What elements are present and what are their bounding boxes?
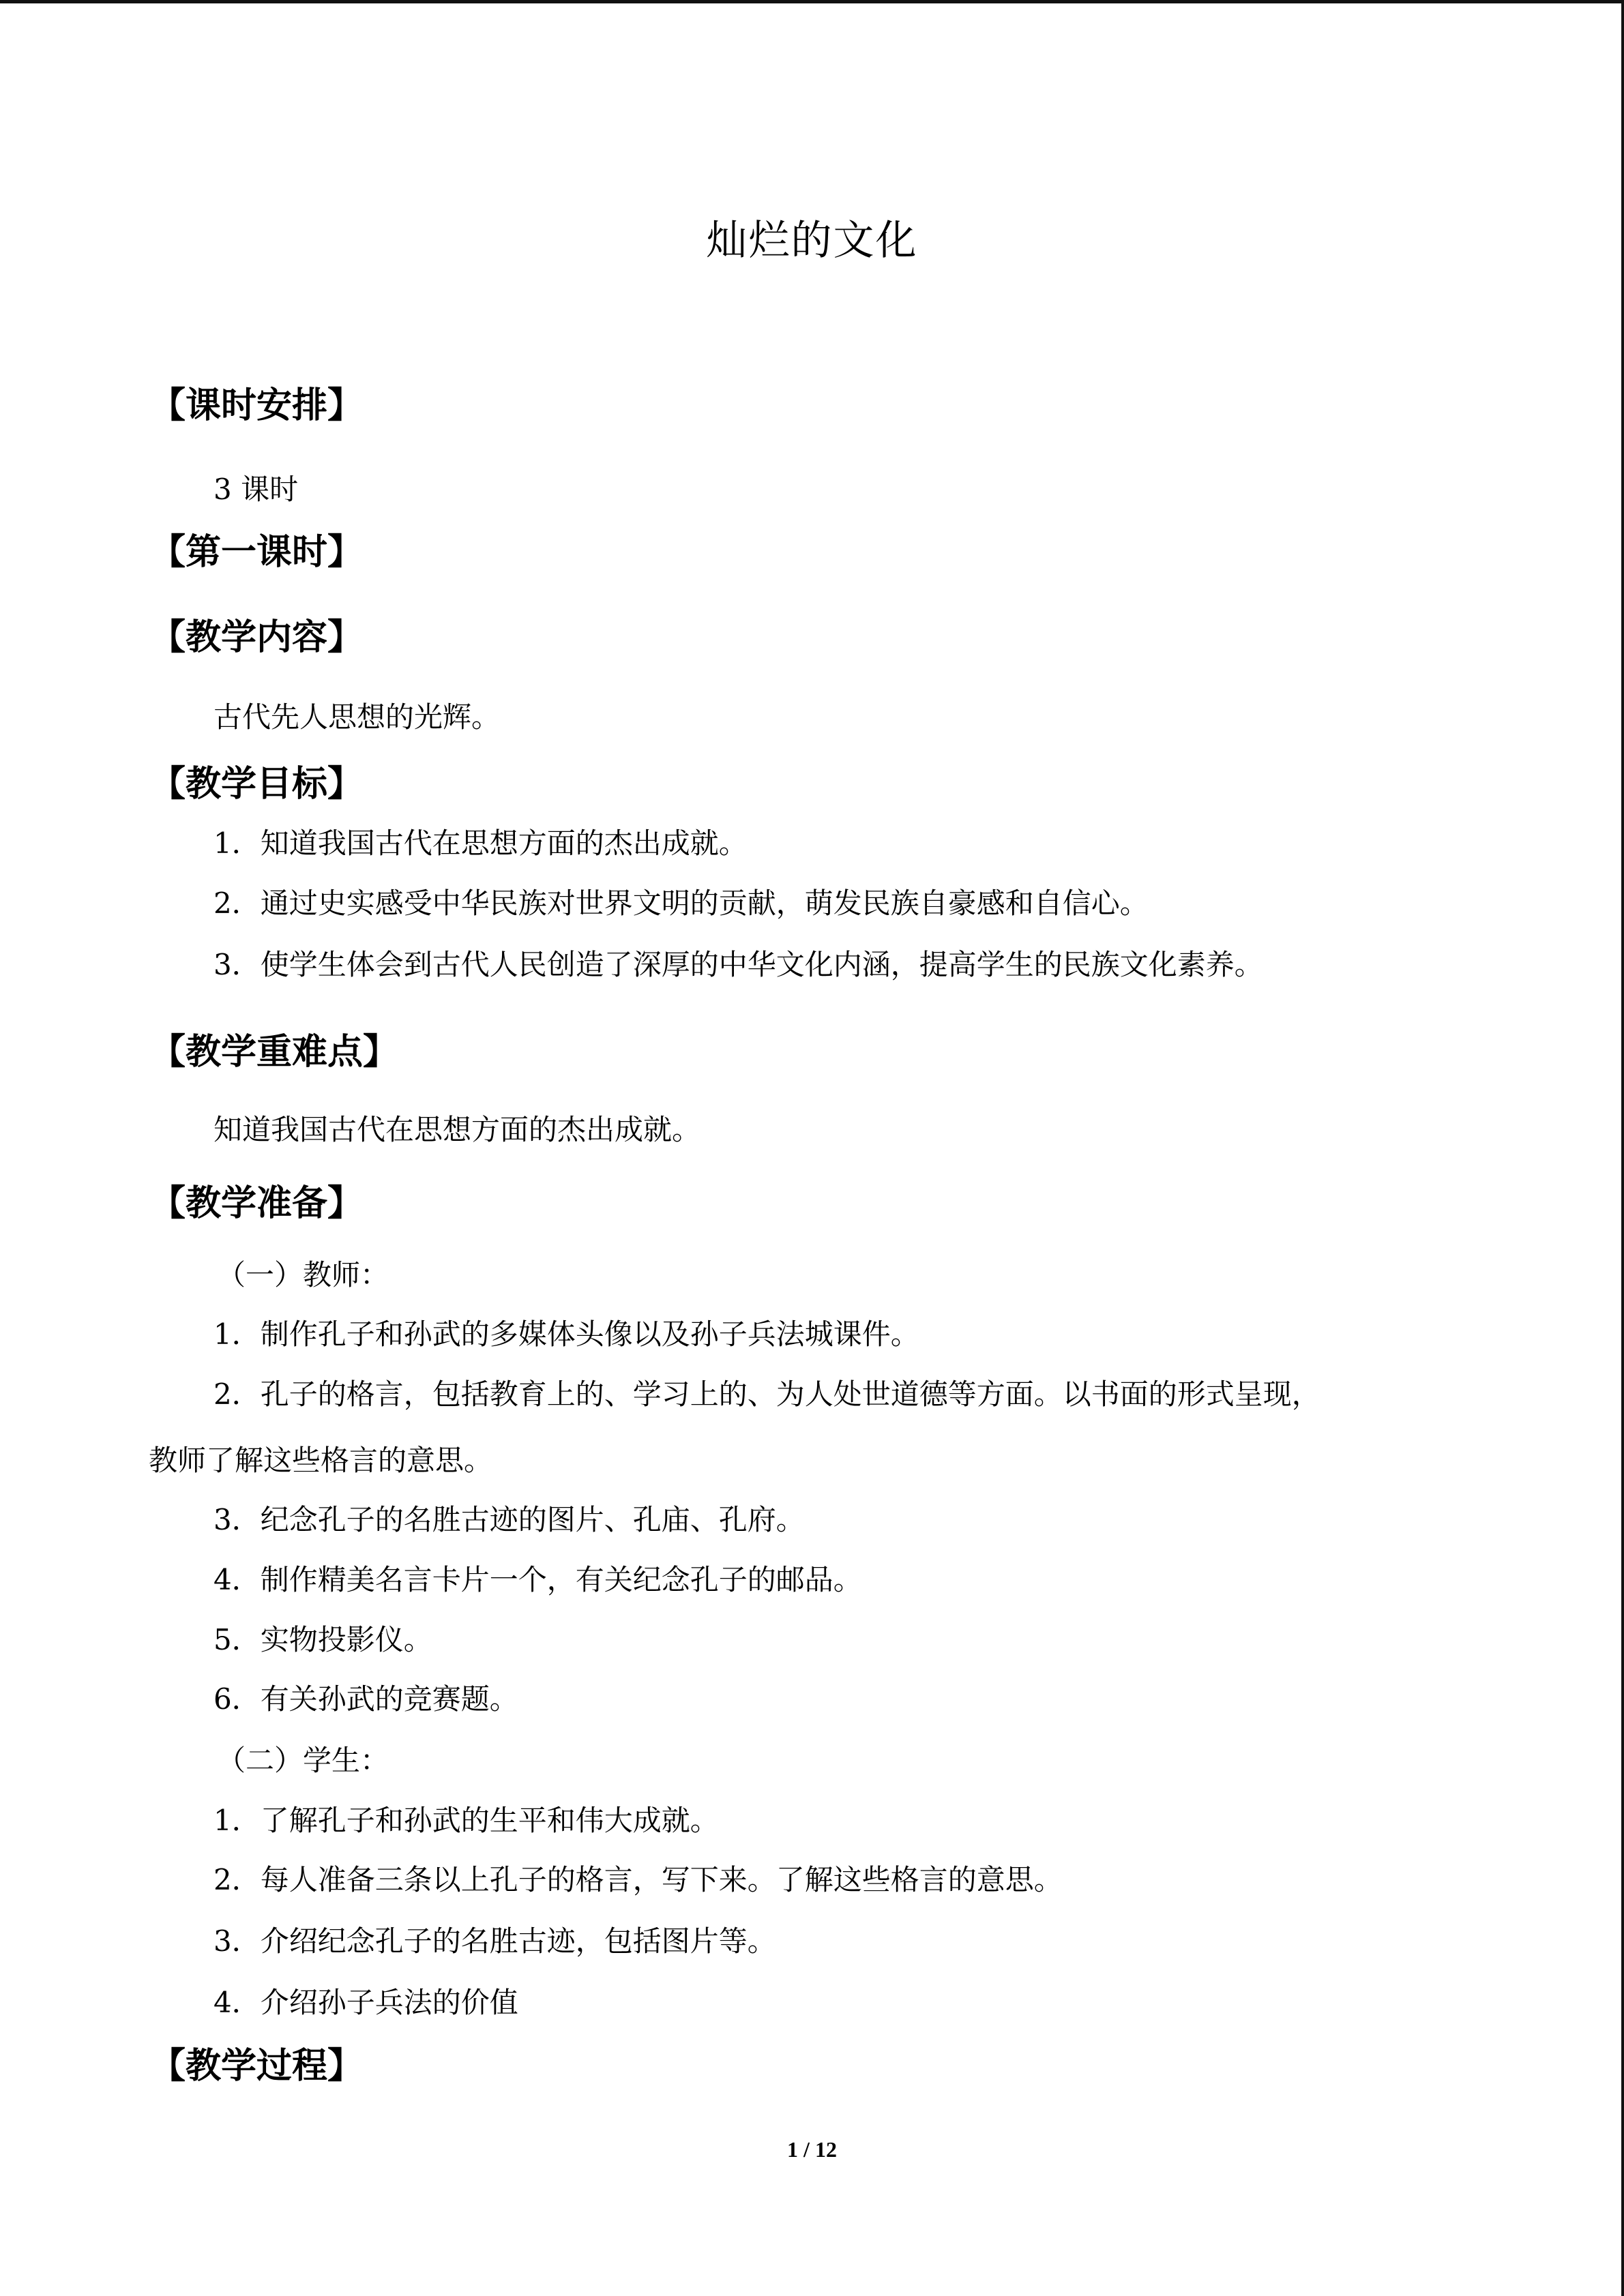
teacher-item: 2．孔子的格言，包括教育上的、学习上的、为人处世道德等方面。以书面的形式呈现，: [213, 1377, 1320, 1411]
teacher-item: 6．有关孙武的竞赛题。: [213, 1682, 518, 1716]
key-points-text: 知道我国古代在思想方面的杰出成就。: [213, 1113, 701, 1146]
teacher-item: 5．实物投影仪。: [213, 1623, 432, 1656]
heading-process: 【教学过程】: [150, 2046, 364, 2087]
student-item: 1．了解孔子和孙武的生平和伟大成就。: [213, 1804, 719, 1837]
objective-item: 2．通过史实感受中华民族对世界文明的贡献，萌发民族自豪感和自信心。: [213, 886, 1149, 920]
teacher-item-continuation: 教师了解这些格言的意思。: [149, 1444, 493, 1477]
student-label: （二）学生：: [217, 1744, 389, 1777]
heading-content: 【教学内容】: [150, 617, 364, 658]
content-text: 古代先人思想的光辉。: [213, 700, 501, 734]
objective-item: 1．知道我国古代在思想方面的杰出成就。: [213, 826, 748, 860]
document-title: 灿烂的文化: [706, 217, 918, 265]
page-indicator: 1 / 12: [787, 2137, 837, 2162]
student-item: 3．介绍纪念孔子的名胜古迹，包括图片等。: [213, 1924, 776, 1958]
student-item: 2．每人准备三条以上孔子的格言，写下来。了解这些格言的意思。: [213, 1863, 1063, 1896]
schedule-text: 3 课时: [213, 473, 299, 506]
heading-objectives: 【教学目标】: [150, 764, 364, 805]
heading-preparation: 【教学准备】: [150, 1183, 364, 1224]
teacher-item: 3．纪念孔子的名胜古迹的图片、孔庙、孔府。: [213, 1503, 805, 1536]
teacher-item: 4．制作精美名言卡片一个，有关纪念孔子的邮品。: [213, 1563, 862, 1596]
heading-lesson1: 【第一课时】: [150, 532, 364, 573]
heading-schedule: 【课时安排】: [150, 385, 364, 426]
heading-key-points: 【教学重难点】: [150, 1032, 399, 1073]
objective-item: 3．使学生体会到古代人民创造了深厚的中华文化内涵，提高学生的民族文化素养。: [213, 948, 1263, 981]
teacher-label: （一）教师：: [217, 1258, 389, 1292]
student-item: 4．介绍孙子兵法的价值: [213, 1986, 518, 2019]
teacher-item: 1．制作孔子和孙武的多媒体头像以及孙子兵法城课件。: [213, 1317, 919, 1351]
